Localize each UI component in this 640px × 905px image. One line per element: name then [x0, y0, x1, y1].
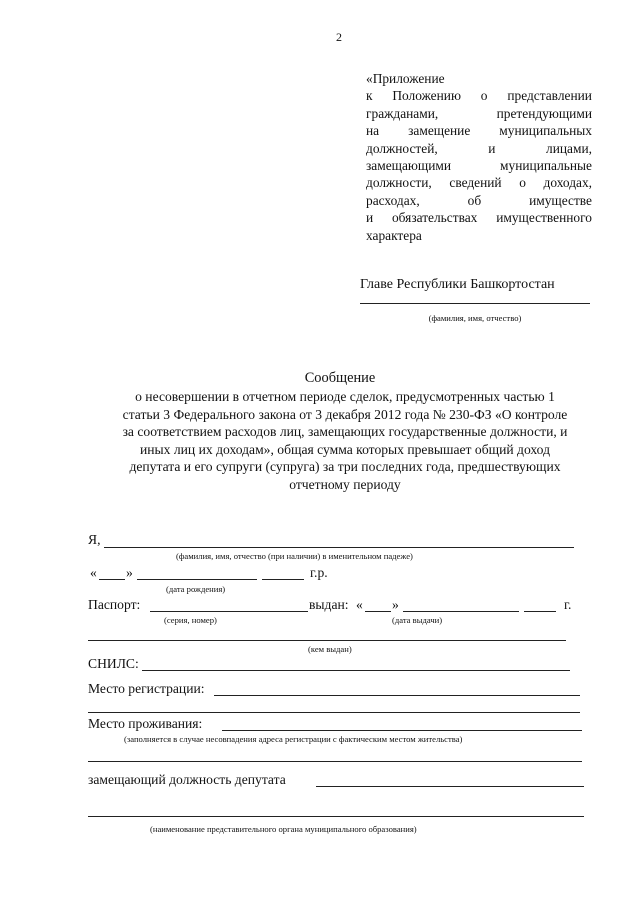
- appendix-word: замещение: [408, 123, 471, 139]
- appendix-word: Положению: [392, 88, 461, 104]
- series-caption: (серия, номер): [164, 615, 217, 625]
- birth-year-suffix: г.р.: [310, 565, 328, 580]
- residence-label: Место проживания:: [88, 716, 203, 731]
- appendix-word: доходах,: [543, 175, 592, 191]
- residence-caption: (заполняется в случае несовпадения адреса регистрации с фактическим местом жительства): [124, 734, 463, 744]
- birth-month-field[interactable]: [137, 579, 257, 580]
- page-number: 2: [336, 30, 342, 44]
- issue-month-field[interactable]: [403, 611, 519, 612]
- appendix-line: [366, 122, 592, 139]
- appendix-word: представлении: [507, 88, 592, 104]
- issued-by-field[interactable]: [88, 640, 566, 641]
- birth-caption: (дата рождения): [166, 584, 226, 594]
- message-title: Сообщение: [304, 370, 376, 386]
- appendix-word: гражданами,: [366, 105, 439, 121]
- appendix-line: характера: [366, 227, 422, 243]
- appendix-line: [366, 87, 592, 104]
- birth-open-quote: «: [90, 565, 97, 580]
- snils-label: СНИЛС:: [88, 656, 139, 671]
- issued-year-suffix: г.: [564, 597, 572, 612]
- birth-close-quote: »: [126, 565, 133, 580]
- position-field[interactable]: [316, 786, 584, 787]
- appendix-word: сведений: [449, 175, 502, 191]
- message-line: о несовершении в отчетном периоде сделок, предусмотренных частью 1: [135, 389, 555, 404]
- appendix-line: [366, 192, 592, 209]
- appendix-word: о: [519, 175, 526, 191]
- registration-field[interactable]: [214, 695, 580, 696]
- message-line: иных лиц их доходам», общая сумма которых превышает общий доход: [139, 441, 550, 457]
- appendix-word: обязательствах: [391, 210, 478, 226]
- addressee-title: Главе Республики Башкортостан: [360, 277, 555, 292]
- appendix-word: муниципальные: [500, 158, 592, 174]
- registration-field-line2[interactable]: [88, 712, 580, 713]
- birth-year-field[interactable]: [262, 579, 304, 580]
- appendix-word: муниципальных: [499, 123, 592, 139]
- appendix-line: «Приложение: [366, 71, 445, 86]
- birth-day-field[interactable]: [99, 579, 125, 580]
- appendix-word: и: [488, 140, 496, 156]
- appendix-word: должностей,: [366, 140, 438, 156]
- issued-label: выдан:: [309, 597, 349, 612]
- fio-field[interactable]: [104, 547, 574, 548]
- message-subject: [95, 388, 595, 494]
- appendix-header: [366, 70, 592, 244]
- fio-caption: (фамилия, имя, отчество (при наличии) в именительном падеже): [176, 551, 413, 561]
- issued-by-caption: (кем выдан): [308, 644, 352, 654]
- appendix-line: [366, 157, 592, 174]
- appendix-word: имуществе: [529, 192, 592, 208]
- issued-close-quote: »: [392, 597, 399, 612]
- appendix-word: о: [480, 88, 488, 104]
- appendix-word: на: [366, 123, 380, 139]
- organization-caption: (наименование представительного органа муниципального образования): [150, 824, 417, 834]
- appendix-word: претендующими: [496, 105, 592, 121]
- addressee-name-field[interactable]: [360, 303, 590, 304]
- appendix-line: [366, 140, 592, 157]
- registration-label: Место регистрации:: [88, 681, 205, 696]
- passport-number-field[interactable]: [150, 611, 308, 612]
- issued-open-quote: «: [356, 597, 363, 612]
- appendix-word: имущественного: [496, 210, 592, 226]
- appendix-word: замещающими: [366, 158, 452, 174]
- appendix-line: [366, 174, 592, 191]
- appendix-line: [366, 209, 592, 226]
- appendix-word: к: [366, 88, 373, 104]
- appendix-word: лицами,: [546, 140, 592, 156]
- message-line: статьи 3 Федерального закона от 3 декабря 2012 года № 230-ФЗ «О контроле: [122, 406, 568, 422]
- organization-field[interactable]: [88, 816, 584, 817]
- ya-label: Я,: [88, 532, 101, 547]
- message-line: за соответствием расходов лиц, замещающих государственные должности, и: [122, 424, 568, 440]
- appendix-line: [366, 105, 592, 122]
- snils-field[interactable]: [142, 670, 570, 671]
- issue-year-field[interactable]: [524, 611, 556, 612]
- appendix-word: и: [366, 210, 374, 226]
- position-label: замещающий должность депутата: [88, 772, 286, 787]
- appendix-word: расходах,: [366, 192, 420, 208]
- message-line: депутата и его супруги (супруга) за три последних года, предшествующих: [129, 459, 561, 475]
- appendix-word: должности,: [366, 175, 432, 191]
- addressee-caption: (фамилия, имя, отчество): [428, 313, 522, 323]
- issue-day-field[interactable]: [365, 611, 391, 612]
- residence-field[interactable]: [222, 730, 582, 731]
- message-line: отчетному периоду: [289, 476, 401, 492]
- appendix-word: об: [467, 192, 482, 208]
- residence-field-line2[interactable]: [88, 761, 582, 762]
- passport-label: Паспорт:: [88, 597, 141, 612]
- issue-date-caption: (дата выдачи): [392, 615, 443, 625]
